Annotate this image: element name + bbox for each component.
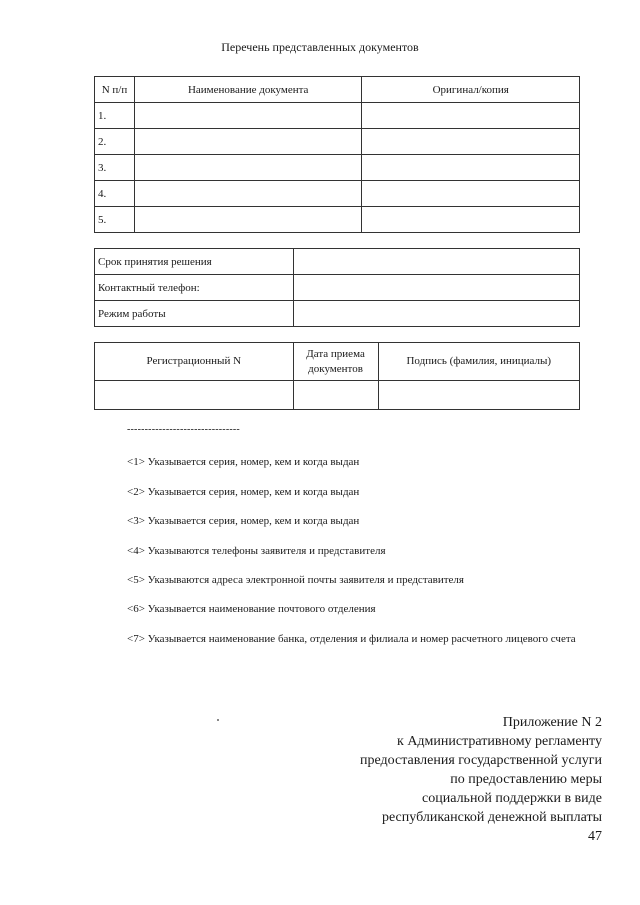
page-title: Перечень представленных документов [221, 40, 419, 54]
appendix-line: республиканской денежной выплаты [381, 810, 602, 825]
table-row [95, 301, 580, 327]
row-number: 1. [95, 103, 135, 129]
table-row [95, 129, 580, 155]
decision-term-value[interactable] [293, 249, 579, 275]
table-header-row [95, 343, 580, 381]
signature-cell[interactable] [378, 381, 580, 410]
page-number: 47 [588, 829, 602, 844]
receipt-date-cell[interactable] [293, 381, 378, 410]
column-header-receipt-date: Дата приема документов [293, 343, 378, 381]
scan-dot [217, 719, 219, 721]
service-info-table [94, 248, 580, 327]
column-header-number: N п/п [95, 77, 135, 103]
original-copy-cell[interactable] [362, 207, 580, 233]
column-header-signature: Подпись (фамилия, инициалы) [378, 343, 580, 381]
row-number: 2. [95, 129, 135, 155]
table-row [95, 103, 580, 129]
table-row [95, 381, 580, 410]
original-copy-cell[interactable] [362, 181, 580, 207]
appendix-block [360, 713, 602, 846]
appendix-line: предоставления государственной услуги [360, 753, 602, 768]
contact-phone-label: Контактный телефон: [95, 275, 294, 301]
contact-phone-value[interactable] [293, 275, 579, 301]
table-row [95, 155, 580, 181]
working-hours-value[interactable] [293, 301, 579, 327]
appendix-title: Приложение N 2 [502, 715, 602, 730]
footnote-2: <2> Указывается серия, номер, кем и когда выдан [127, 486, 360, 498]
registration-number-cell[interactable] [95, 381, 294, 410]
column-header-registration-number: Регистрационный N [95, 343, 294, 381]
registration-table [94, 342, 580, 410]
appendix-line: социальной поддержки в виде [422, 791, 602, 806]
working-hours-label: Режим работы [95, 301, 294, 327]
row-number: 4. [95, 181, 135, 207]
row-number: 5. [95, 207, 135, 233]
document-name-cell[interactable] [134, 207, 362, 233]
document-name-cell[interactable] [134, 129, 362, 155]
footnote-4: <4> Указываются телефоны заявителя и представителя [127, 545, 386, 557]
table-row [95, 207, 580, 233]
documents-table [94, 76, 580, 233]
footnote-5: <5> Указываются адреса электронной почты заявителя и представителя [127, 574, 464, 586]
original-copy-cell[interactable] [362, 155, 580, 181]
table-row [95, 181, 580, 207]
column-header-document-name: Наименование документа [134, 77, 362, 103]
footnote-7: <7> Указывается наименование банка, отделения и филиала и номер расчетного лицевого счета [127, 633, 576, 645]
footnote-1: <1> Указывается серия, номер, кем и когда выдан [127, 456, 360, 468]
table-header-row [95, 77, 580, 103]
footnote-6: <6> Указывается наименование почтового отделения [127, 603, 376, 615]
document-name-cell[interactable] [134, 181, 362, 207]
table-row [95, 275, 580, 301]
table-row [95, 249, 580, 275]
footnote-3: <3> Указывается серия, номер, кем и когда выдан [127, 515, 360, 527]
original-copy-cell[interactable] [362, 103, 580, 129]
row-number: 3. [95, 155, 135, 181]
column-header-original-copy: Оригинал/копия [362, 77, 580, 103]
appendix-line: по предоставлению меры [450, 772, 602, 787]
footnote-separator: -------------------------------- [127, 424, 240, 435]
appendix-line: к Административному регламенту [397, 734, 602, 749]
decision-term-label: Срок принятия решения [95, 249, 294, 275]
document-name-cell[interactable] [134, 103, 362, 129]
original-copy-cell[interactable] [362, 129, 580, 155]
document-name-cell[interactable] [134, 155, 362, 181]
